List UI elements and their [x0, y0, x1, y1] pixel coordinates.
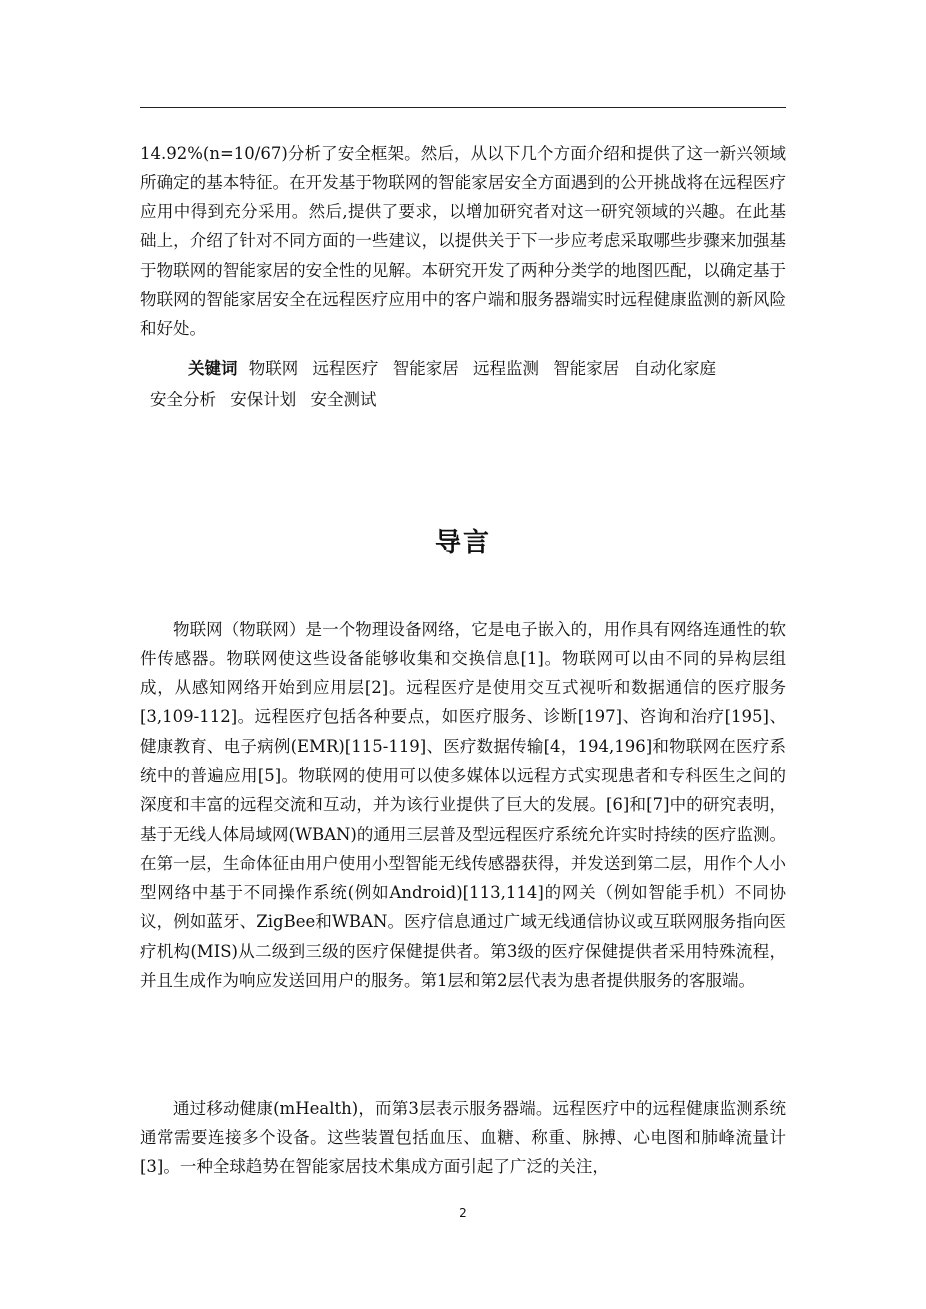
keyword-item: 智能家居 — [392, 359, 459, 378]
body-paragraph-1: 物联网（物联网）是一个物理设备网络，它是电子嵌入的，用作具有网络连通性的软件传感器。物联网使这些设备能够收集和交换信息[1]。物联网可以由不同的异构层组成，从感知网络开始到应用层[2]。远程医疗是使用交互式视听和数据通信的医疗服务[3,109-112]。远程医疗包括各种要点，如医疗服务、诊断[197]、咨询和治疗[195]、健康教育、电子病例(EMR)[115-119]、医疗数据传输[4，194,196]和物联网在医疗系统中的普遍应用[5]。物联网的使用可以使多媒体以远程方式实现患者和专科医生之间的深度和丰富的远程交流和互动，并为该行业提供了巨大的发展。[6]和[7]中的研究表明，基于无线人体局域网(WBAN)的通用三层普及型远程医疗系统允许实时持续的医疗监测。在第一层，生命体征由用户使用小型智能无线传感器获得，并发送到第二层，用作个人小型网络中基于不同操作系统(例如Android)[113,114]的网关（例如智能手机）不同协议，例如蓝牙、ZigBee和WBAN。医疗信息通过广域无线通信协议或互联网服务指向医疗机构(MIS)从二级到三级的医疗保健提供者。第3级的医疗保健提供者采用特殊流程，并且生成作为响应发送回用户的服务。第1层和第2层代表为患者提供服务的客服端。 — [140, 619, 786, 991]
abstract-paragraph: 14.92%(n=10/67)分析了安全框架。然后，从以下几个方面介绍和提供了这一新兴领域所确定的基本特征。在开发基于物联网的智能家居安全方面遇到的公开挑战将在远程医疗应用中得到充分采用。然后,提供了要求，以增加研究者对这一研究领域的兴趣。在此基础上，介绍了针对不同方面的一些建议，以提供关于下一步应考虑采取哪些步骤来加强基于物联网的智能家居的安全性的见解。本研究开发了两种分类学的地图匹配，以确定基于物联网的智能家居安全在远程医疗应用中的客户端和服务器端实时远程健康监测的新风险和好处。 — [140, 143, 786, 339]
keyword-item: 物联网 — [248, 359, 299, 378]
keyword-item: 安保计划 — [230, 390, 297, 409]
page-number: 2 — [459, 1206, 467, 1220]
keyword-item: 远程监测 — [473, 359, 539, 378]
keyword-item: 自动化家庭 — [633, 359, 716, 378]
keyword-item: 智能家居 — [553, 359, 620, 378]
keyword-item: 安全分析 — [150, 390, 216, 409]
keywords-line — [150, 353, 790, 415]
keywords-label: 关键词 — [188, 359, 238, 378]
header-rule — [140, 107, 786, 108]
keyword-item: 远程医疗 — [312, 359, 379, 378]
section-title: 导言 — [434, 528, 491, 559]
body-paragraph-2: 通过移动健康(mHealth)，而第3层表示服务器端。远程医疗中的远程健康监测系统通常需要连接多个设备。这些装置包括血压、血糖、称重、脉搏、心电图和肺峰流量计[3]。一种全球趋势在智能家居技术集成方面引起了广泛的关注， — [140, 1098, 786, 1177]
keyword-item: 安全测试 — [310, 390, 377, 409]
